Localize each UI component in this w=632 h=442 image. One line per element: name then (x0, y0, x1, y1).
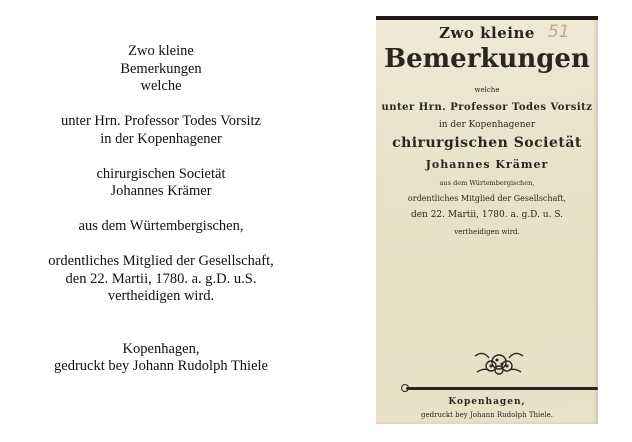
title-page-scan (376, 16, 598, 424)
scan-title-small: Zwo kleine (439, 24, 535, 42)
society-line-2: chirurgischen Societät (96, 165, 226, 182)
scan-society-1: in der Kopenhagener (438, 120, 536, 130)
spacer (0, 201, 322, 219)
scan-welche: welche (474, 86, 500, 94)
spacer (0, 306, 322, 341)
scan-edge (376, 16, 598, 20)
spacer (0, 148, 322, 166)
membership-line: ordentliches Mitglied der Gesellschaft, (48, 253, 274, 269)
chair-line: unter Hrn. Professor Todes Vorsitz (61, 113, 261, 129)
decorative-rule (406, 387, 598, 390)
scan-date: den 22. Martii, 1780. a. g.D. u. S. (410, 210, 564, 220)
scan-defense: vertheidigen wird. (454, 228, 520, 236)
society-line-1: in der Kopenhagener (100, 130, 222, 147)
scan-membership: ordentliches Mitglied der Gesellschaft, (407, 194, 567, 203)
transcription-text (0, 0, 322, 376)
author-line: Johannes Krämer (110, 183, 212, 199)
date-line: den 22. Martii, 1780. a. g.D. u.S. (65, 270, 257, 287)
place-line: Kopenhagen, (122, 340, 200, 357)
title-line-3: welche (140, 78, 182, 94)
title-line-2: Bemerkungen (120, 60, 202, 77)
scan-society-2: chirurgischen Societät (392, 135, 582, 151)
floral-ornament-icon (471, 346, 527, 378)
scan-chair: unter Hrn. Professor Todes Vorsitz (381, 102, 593, 113)
origin-line: aus dem Würtembergischen, (78, 218, 244, 234)
defense-line: vertheidigen wird. (107, 288, 215, 304)
spacer (0, 96, 322, 114)
printer-line: gedruckt bey Johann Rudolph Thiele (54, 358, 268, 374)
title-line-1: Zwo kleine (128, 43, 194, 59)
scan-place: Kopenhagen, (448, 397, 526, 407)
scan-title-large: Bemerkungen (384, 44, 590, 74)
spacer (0, 236, 322, 254)
scan-origin: aus dem Würtembergischen, (439, 179, 535, 187)
scan-printer: gedruckt bey Johann Rudolph Thiele. (421, 411, 553, 419)
pencil-annotation: 51 (548, 22, 570, 42)
scan-author: Johannes Krämer (425, 158, 549, 171)
